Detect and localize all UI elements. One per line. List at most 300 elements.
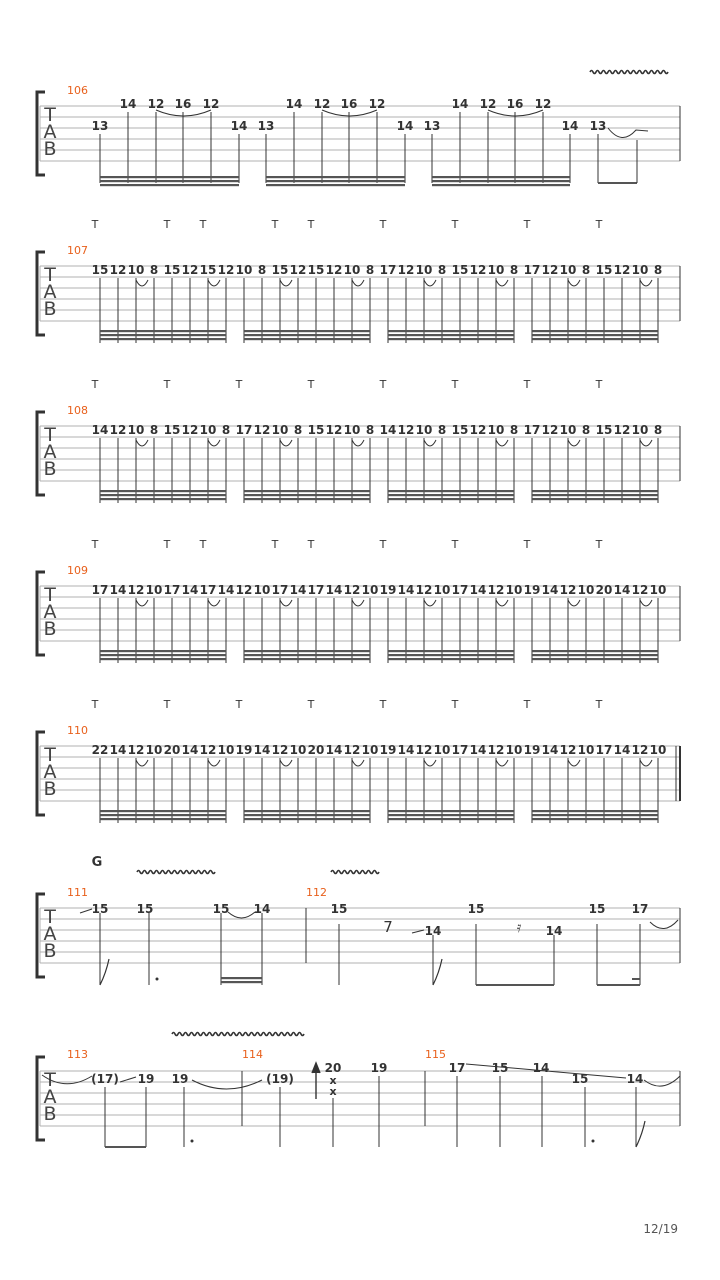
- measure-number: 109: [67, 564, 88, 577]
- fret-number: 17: [451, 583, 469, 597]
- fret-number: 8: [653, 423, 663, 437]
- beam: [100, 176, 239, 178]
- measure-number: 114: [242, 1048, 263, 1061]
- tab-clef-letter: B: [43, 298, 57, 320]
- fret-number: 10: [271, 423, 289, 437]
- fret-number: 10: [145, 743, 163, 757]
- beam: [266, 184, 405, 186]
- tab-clef-letter: A: [43, 761, 57, 783]
- fret-number: 17: [271, 583, 289, 597]
- beam: [532, 654, 658, 656]
- fret-number: 17: [523, 423, 541, 437]
- chord-name: G: [91, 855, 103, 870]
- fret-number: 10: [577, 583, 595, 597]
- beam: [532, 498, 658, 500]
- beam: [100, 650, 226, 652]
- tie-arc: [424, 600, 436, 606]
- fret-number: 12: [289, 263, 307, 277]
- measure-number: 112: [306, 886, 327, 899]
- fret-number: 12: [559, 743, 577, 757]
- fret-number: 12: [613, 263, 631, 277]
- sixteenth-rest: 𝄿: [516, 918, 522, 936]
- beam: [244, 330, 370, 332]
- fret-number: 12: [313, 97, 331, 111]
- tap-marker: T: [451, 218, 459, 231]
- tie-arc: [208, 280, 220, 286]
- fret-number: 17: [631, 902, 649, 916]
- fret-number: 17: [448, 1061, 466, 1075]
- measure-number: 110: [67, 724, 88, 737]
- fret-number: 14: [325, 583, 343, 597]
- tie-arc: [208, 600, 220, 606]
- tap-marker: T: [235, 378, 243, 391]
- flag: [636, 1121, 645, 1147]
- tie-arc: [192, 1080, 262, 1089]
- tap-marker: T: [451, 538, 459, 551]
- tie-arc: [640, 760, 652, 766]
- muted-note: x: [329, 1085, 337, 1098]
- tap-marker: T: [595, 698, 603, 711]
- beam: [532, 490, 658, 492]
- fret-number: 15: [307, 423, 325, 437]
- fret-number: 12: [541, 263, 559, 277]
- tie-arc: [352, 760, 364, 766]
- fret-number: 12: [343, 583, 361, 597]
- tab-clef-letter: B: [43, 618, 57, 640]
- measure-number: 108: [67, 404, 88, 417]
- tie-arc: [640, 280, 652, 286]
- tie-arc: [496, 440, 508, 446]
- fret-number: 10: [505, 743, 523, 757]
- beam: [532, 650, 658, 652]
- fret-number: 14: [397, 743, 415, 757]
- beam: [100, 494, 226, 496]
- fret-number: 12: [415, 743, 433, 757]
- beam: [532, 814, 658, 816]
- fret-number: 15: [467, 902, 485, 916]
- fret-number: 10: [433, 743, 451, 757]
- fret-number: 10: [433, 583, 451, 597]
- tab-clef-letter: T: [44, 424, 56, 446]
- fret-number: 10: [145, 583, 163, 597]
- fret-number: 12: [534, 97, 552, 111]
- tap-marker: T: [199, 218, 207, 231]
- fret-number: 12: [397, 423, 415, 437]
- fret-number: 19: [370, 1061, 388, 1075]
- page-number: 12/19: [643, 1222, 678, 1236]
- beam: [100, 654, 226, 656]
- fret-number: 17: [523, 263, 541, 277]
- fret-number: 12: [271, 743, 289, 757]
- beam: [100, 814, 226, 816]
- fret-number: 14: [119, 97, 137, 111]
- measure-number: 113: [67, 1048, 88, 1061]
- fret-number: 14: [379, 423, 397, 437]
- tap-marker: T: [379, 538, 387, 551]
- measure-number: 111: [67, 886, 88, 899]
- tie-arc: [650, 920, 678, 929]
- tap-marker: T: [379, 218, 387, 231]
- fret-number: 20: [307, 743, 325, 757]
- fret-number: 8: [653, 263, 663, 277]
- fret-number: 19: [379, 743, 397, 757]
- fret-number: 14: [91, 423, 109, 437]
- fret-number: 12: [325, 263, 343, 277]
- beam: [388, 334, 514, 336]
- tab-clef-letter: A: [43, 601, 57, 623]
- muted-note: x: [329, 1074, 337, 1087]
- beam: [100, 818, 226, 820]
- fret-number: 17: [379, 263, 397, 277]
- beam: [388, 814, 514, 816]
- beam: [532, 494, 658, 496]
- tap-marker: T: [379, 378, 387, 391]
- fret-number: 8: [149, 423, 159, 437]
- fret-number: 19: [137, 1072, 155, 1086]
- fret-number: 14: [397, 583, 415, 597]
- beam: [532, 818, 658, 820]
- beam: [100, 810, 226, 812]
- tie-arc: [352, 280, 364, 286]
- fret-number: 10: [577, 743, 595, 757]
- beam: [532, 810, 658, 812]
- fret-number: 12: [202, 97, 220, 111]
- fret-number: 19: [523, 583, 541, 597]
- slide-line: [120, 1077, 136, 1082]
- fret-number: 12: [235, 583, 253, 597]
- fret-number: 16: [340, 97, 358, 111]
- fret-number: 20: [163, 743, 181, 757]
- fret-number: 14: [561, 119, 579, 133]
- fret-number: 12: [343, 743, 361, 757]
- tie-arc: [280, 760, 292, 766]
- fret-number: 14: [181, 583, 199, 597]
- fret-number: 10: [505, 583, 523, 597]
- fret-number: 12: [325, 423, 343, 437]
- tap-marker: T: [451, 378, 459, 391]
- fret-number: 12: [181, 423, 199, 437]
- fret-number: 14: [109, 583, 127, 597]
- fret-number: 12: [487, 583, 505, 597]
- beam: [532, 338, 658, 340]
- beam: [532, 658, 658, 660]
- fret-number: 10: [127, 263, 145, 277]
- fret-number: 14: [541, 583, 559, 597]
- beam: [388, 498, 514, 500]
- beam: [100, 498, 226, 500]
- beam: [432, 176, 570, 178]
- fret-number: 14: [541, 743, 559, 757]
- beam: [388, 810, 514, 812]
- fret-number: 8: [509, 423, 519, 437]
- fret-number: 8: [365, 423, 375, 437]
- tap-marker: T: [595, 538, 603, 551]
- fret-number: 8: [365, 263, 375, 277]
- beam: [100, 658, 226, 660]
- fret-number: 12: [147, 97, 165, 111]
- tie-arc: [608, 128, 648, 138]
- tie-arc: [568, 280, 580, 286]
- beam: [100, 184, 239, 186]
- tab-clef-letter: B: [43, 778, 57, 800]
- tie-arc: [136, 280, 148, 286]
- fret-number: 12: [127, 743, 145, 757]
- beam: [532, 330, 658, 332]
- tap-marker: T: [523, 698, 531, 711]
- tie-arc: [424, 440, 436, 446]
- fret-number: 12: [631, 743, 649, 757]
- bend-arrow: [312, 1063, 320, 1099]
- fret-number: 14: [253, 902, 271, 916]
- tap-marker: T: [271, 218, 279, 231]
- tap-marker: T: [91, 378, 99, 391]
- tap-marker: T: [235, 698, 243, 711]
- beam: [388, 658, 514, 660]
- fret-number: 10: [343, 263, 361, 277]
- beam: [244, 650, 370, 652]
- tap-marker: T: [199, 538, 207, 551]
- fret-number: 10: [559, 423, 577, 437]
- fret-number: 10: [415, 263, 433, 277]
- fret-number: 14: [181, 743, 199, 757]
- fret-number: 15: [307, 263, 325, 277]
- tab-clef-letter: T: [44, 1069, 56, 1091]
- beam: [388, 330, 514, 332]
- fret-number: 12: [541, 423, 559, 437]
- beam: [532, 334, 658, 336]
- fret-number: 10: [199, 423, 217, 437]
- tie-arc: [640, 600, 652, 606]
- tie-arc: [568, 440, 580, 446]
- tie-arc: [352, 600, 364, 606]
- tap-marker: T: [523, 538, 531, 551]
- fret-number: 22: [91, 743, 109, 757]
- fret-number: 15: [588, 902, 606, 916]
- fret-number: 12: [253, 423, 271, 437]
- beam: [221, 977, 262, 979]
- beam: [388, 654, 514, 656]
- fret-number: 12: [559, 583, 577, 597]
- beam: [244, 818, 370, 820]
- tie-arc: [496, 280, 508, 286]
- fret-number: 10: [361, 743, 379, 757]
- fret-number: 14: [613, 583, 631, 597]
- fret-number: 19: [235, 743, 253, 757]
- beam: [432, 180, 570, 182]
- fret-number: 15: [163, 263, 181, 277]
- fret-number: (19): [266, 1072, 294, 1086]
- fret-number: 14: [469, 743, 487, 757]
- measure-number: 106: [67, 84, 88, 97]
- fret-number: 10: [235, 263, 253, 277]
- fret-number: 17: [163, 583, 181, 597]
- fret-number: 17: [235, 423, 253, 437]
- tie-arc: [280, 600, 292, 606]
- fret-number: 10: [649, 743, 667, 757]
- fret-number: 12: [479, 97, 497, 111]
- fret-number: 15: [163, 423, 181, 437]
- fret-number: 14: [230, 119, 248, 133]
- tab-clef-letter: A: [43, 1086, 57, 1108]
- beam: [266, 180, 405, 182]
- tie-arc: [644, 1076, 680, 1086]
- beam: [388, 490, 514, 492]
- vibrato-mark: [172, 1033, 304, 1036]
- tab-clef-letter: T: [44, 584, 56, 606]
- tie-arc: [424, 280, 436, 286]
- tie-arc: [424, 760, 436, 766]
- tie-arc: [228, 912, 255, 918]
- fret-number: 15: [199, 263, 217, 277]
- fret-number: 15: [451, 423, 469, 437]
- tie-arc: [280, 440, 292, 446]
- fret-number: 15: [595, 263, 613, 277]
- fret-number: 8: [437, 263, 447, 277]
- fret-number: 10: [559, 263, 577, 277]
- beam: [244, 658, 370, 660]
- tap-marker: T: [307, 698, 315, 711]
- tie-arc: [352, 440, 364, 446]
- tab-clef-letter: B: [43, 458, 57, 480]
- beam: [388, 818, 514, 820]
- fret-number: 10: [343, 423, 361, 437]
- beam: [244, 498, 370, 500]
- tap-marker: T: [595, 218, 603, 231]
- tab-clef-letter: A: [43, 121, 57, 143]
- fret-number: 10: [217, 743, 235, 757]
- fret-number: 10: [631, 423, 649, 437]
- fret-number: 15: [136, 902, 154, 916]
- beam: [100, 180, 239, 182]
- fret-number: 14: [109, 743, 127, 757]
- tab-clef-letter: T: [44, 104, 56, 126]
- fret-number: 15: [271, 263, 289, 277]
- fret-number: 17: [451, 743, 469, 757]
- dot: [592, 1140, 595, 1143]
- tab-clef-letter: T: [44, 264, 56, 286]
- fret-number: 12: [469, 423, 487, 437]
- tab-clef-letter: B: [43, 940, 57, 962]
- fret-number: 14: [469, 583, 487, 597]
- beam: [432, 184, 570, 186]
- vibrato-mark: [590, 71, 668, 74]
- fret-number: 12: [109, 263, 127, 277]
- fret-number: 15: [212, 902, 230, 916]
- fret-number: 8: [221, 423, 231, 437]
- beam: [244, 814, 370, 816]
- beam: [244, 338, 370, 340]
- tap-marker: T: [91, 538, 99, 551]
- tap-marker: T: [271, 538, 279, 551]
- beam: [244, 334, 370, 336]
- tab-clef-letter: T: [44, 744, 56, 766]
- fret-number: 12: [631, 583, 649, 597]
- beam: [266, 176, 405, 178]
- tap-marker: T: [307, 538, 315, 551]
- tap-marker: T: [451, 698, 459, 711]
- fret-number: 10: [289, 743, 307, 757]
- fret-number: 12: [199, 743, 217, 757]
- beam: [388, 494, 514, 496]
- tap-marker: T: [163, 538, 171, 551]
- dot: [156, 978, 159, 981]
- measure-number: 115: [425, 1048, 446, 1061]
- fret-number: 15: [595, 423, 613, 437]
- fret-number: 10: [487, 263, 505, 277]
- beam: [221, 981, 262, 983]
- fret-number: 13: [589, 119, 607, 133]
- fret-number: 8: [149, 263, 159, 277]
- vibrato-mark: [137, 871, 215, 874]
- fret-number: 8: [257, 263, 267, 277]
- tie-arc: [136, 760, 148, 766]
- fret-number: 17: [91, 583, 109, 597]
- vibrato-mark: [331, 871, 379, 874]
- beam: [100, 330, 226, 332]
- beam: [100, 490, 226, 492]
- fret-number: 15: [491, 1061, 509, 1075]
- fret-number: 12: [487, 743, 505, 757]
- tap-marker: T: [163, 698, 171, 711]
- fret-number: 14: [424, 924, 442, 938]
- tie-arc: [568, 600, 580, 606]
- beam: [100, 338, 226, 340]
- fret-number: 15: [571, 1072, 589, 1086]
- fret-number: 8: [581, 263, 591, 277]
- tap-marker: T: [523, 218, 531, 231]
- fret-number: 19: [523, 743, 541, 757]
- fret-number: 13: [91, 119, 109, 133]
- fret-number: 10: [631, 263, 649, 277]
- fret-number: 17: [199, 583, 217, 597]
- tap-marker: T: [91, 698, 99, 711]
- tie-arc: [136, 440, 148, 446]
- tie-arc: [640, 440, 652, 446]
- measure-number: 107: [67, 244, 88, 257]
- fret-number: 17: [307, 583, 325, 597]
- fret-number: 14: [285, 97, 303, 111]
- beam: [244, 490, 370, 492]
- fret-number: 13: [423, 119, 441, 133]
- tap-marker: T: [163, 218, 171, 231]
- slide-line: [80, 909, 92, 913]
- fret-number: 8: [293, 423, 303, 437]
- tab-clef-letter: A: [43, 281, 57, 303]
- fret-number: 12: [397, 263, 415, 277]
- fret-number: 14: [613, 743, 631, 757]
- fret-number: 14: [451, 97, 469, 111]
- fret-number: 13: [257, 119, 275, 133]
- tap-marker: T: [91, 218, 99, 231]
- tab-clef-letter: B: [43, 1103, 57, 1125]
- tie-arc: [208, 440, 220, 446]
- beam: [244, 654, 370, 656]
- eighth-rest: 7: [383, 918, 393, 936]
- beam: [388, 650, 514, 652]
- fret-number: (17): [91, 1072, 119, 1086]
- fret-number: 12: [613, 423, 631, 437]
- fret-number: 15: [330, 902, 348, 916]
- tap-marker: T: [379, 698, 387, 711]
- fret-number: 14: [545, 924, 563, 938]
- fret-number: 10: [649, 583, 667, 597]
- tie-arc: [280, 280, 292, 286]
- fret-number: 12: [217, 263, 235, 277]
- tap-marker: T: [523, 378, 531, 391]
- fret-number: 12: [368, 97, 386, 111]
- tab-clef-letter: A: [43, 441, 57, 463]
- fret-number: 14: [325, 743, 343, 757]
